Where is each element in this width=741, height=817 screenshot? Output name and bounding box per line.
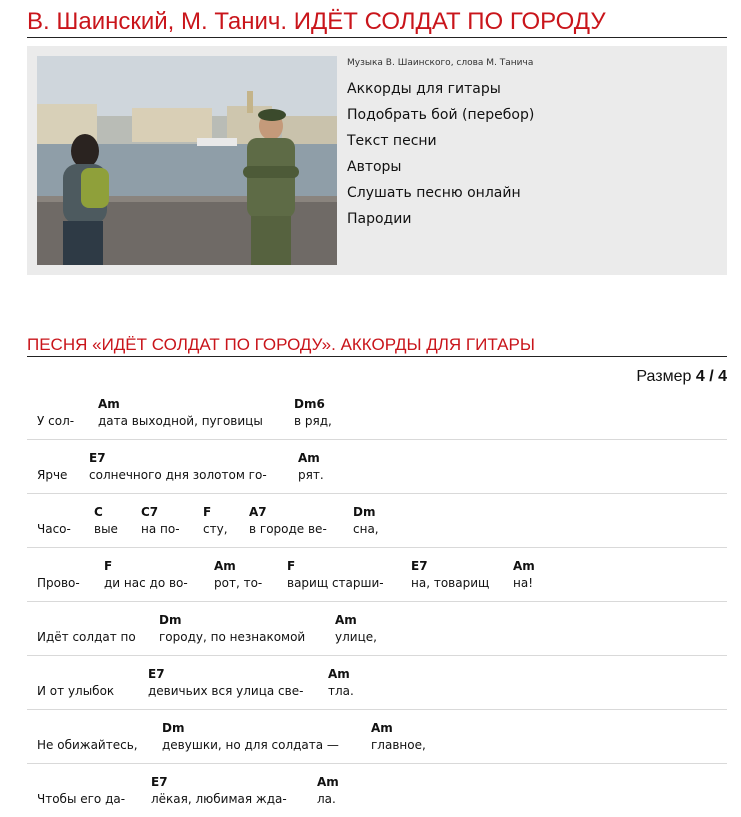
lyric-text: сна, xyxy=(353,522,379,536)
page-title: В. Шаинский, М. Танич. ИДЁТ СОЛДАТ ПО ГОРОДУ xyxy=(27,7,727,38)
lyric-text: солнечного дня золотом го- xyxy=(89,468,267,482)
soldier-photo-illustration xyxy=(37,56,337,265)
lyric-line xyxy=(27,656,727,710)
nav-lyrics-link[interactable]: Текст песни xyxy=(347,133,437,149)
lyric-text: главное, xyxy=(371,738,426,752)
chord-label[interactable]: E7 xyxy=(411,559,428,573)
lyric-text: Ярче xyxy=(37,468,68,482)
chord-label[interactable]: Dm xyxy=(162,721,185,735)
chord-label[interactable]: Dm xyxy=(159,613,182,627)
chord-label[interactable]: Am xyxy=(98,397,120,411)
nav-authors-link[interactable]: Авторы xyxy=(347,159,402,175)
chord-label[interactable]: F xyxy=(104,559,113,573)
lyric-text: лёкая, любимая жда- xyxy=(151,792,287,806)
chord-label[interactable]: A7 xyxy=(249,505,267,519)
chord-label[interactable]: Dm xyxy=(353,505,376,519)
chord-label[interactable]: Dm6 xyxy=(294,397,325,411)
nav-strumming-link[interactable]: Подобрать бой (перебор) xyxy=(347,107,535,123)
lyric-text: И от улыбок xyxy=(37,684,115,698)
song-info-box xyxy=(27,46,727,275)
lyric-text: на! xyxy=(513,576,534,590)
chord-lyrics xyxy=(27,386,727,817)
chord-label[interactable]: E7 xyxy=(89,451,106,465)
lyric-text: на по- xyxy=(141,522,180,536)
lyric-text: Не обижайтесь, xyxy=(37,738,138,752)
lyric-line xyxy=(27,386,727,440)
lyric-text: вые xyxy=(94,522,118,536)
lyric-text: Прово- xyxy=(37,576,80,590)
chord-label[interactable]: C7 xyxy=(141,505,159,519)
chord-label[interactable]: E7 xyxy=(148,667,165,681)
lyric-text: девичьих вся улица све- xyxy=(148,684,304,698)
time-signature-label: Размер xyxy=(636,368,692,385)
nav-chords-link[interactable]: Аккорды для гитары xyxy=(347,81,501,97)
chord-label[interactable]: Am xyxy=(298,451,320,465)
song-photo xyxy=(37,56,337,265)
lyric-text: рот, то- xyxy=(214,576,263,590)
chord-label[interactable]: E7 xyxy=(151,775,168,789)
lyric-text: Чтобы его да- xyxy=(37,792,126,806)
nav-listen-link[interactable]: Слушать песню онлайн xyxy=(347,185,521,201)
lyric-text: варищ старши- xyxy=(287,576,384,590)
lyric-text: рят. xyxy=(298,468,324,482)
lyric-text: улице, xyxy=(335,630,377,644)
chord-label[interactable]: Am xyxy=(317,775,339,789)
chord-label[interactable]: F xyxy=(287,559,296,573)
nav-parodies-link[interactable]: Пародии xyxy=(347,211,412,227)
lyric-text: Часо- xyxy=(37,522,71,536)
lyric-text: в ряд, xyxy=(294,414,332,428)
chord-label[interactable]: Am xyxy=(328,667,350,681)
lyric-text: на, товарищ xyxy=(411,576,490,590)
lyric-text: ди нас до во- xyxy=(104,576,188,590)
lyric-line xyxy=(27,494,727,548)
lyric-text: дата выходной, пуговицы xyxy=(98,414,263,428)
lyric-line xyxy=(27,440,727,494)
time-signature xyxy=(636,368,727,386)
chord-label[interactable]: Am xyxy=(214,559,236,573)
lyric-text: сту, xyxy=(203,522,228,536)
lyric-line xyxy=(27,710,727,764)
time-signature-value: 4 / 4 xyxy=(695,368,727,385)
lyric-text: тла. xyxy=(328,684,354,698)
lyric-line xyxy=(27,548,727,602)
lyric-text: девушки, но для солдата — xyxy=(162,738,339,752)
lyric-text: городу, по незнакомой xyxy=(159,630,306,644)
lyric-line xyxy=(27,602,727,656)
chord-label[interactable]: F xyxy=(203,505,212,519)
lyric-text: ла. xyxy=(317,792,336,806)
lyric-text: У сол- xyxy=(37,414,75,428)
lyric-text: Идёт солдат по xyxy=(37,630,136,644)
chord-label[interactable]: Am xyxy=(371,721,393,735)
song-credits: Музыка В. Шаинского, слова М. Танича xyxy=(347,58,534,68)
lyric-line xyxy=(27,764,727,817)
section-title: ПЕСНЯ «ИДЁТ СОЛДАТ ПО ГОРОДУ». АККОРДЫ ДЛЯ ГИТАРЫ xyxy=(27,334,727,357)
chord-label[interactable]: C xyxy=(94,505,103,519)
song-nav-menu xyxy=(347,76,534,232)
lyric-text: в городе ве- xyxy=(249,522,327,536)
chord-label[interactable]: Am xyxy=(335,613,357,627)
chord-label[interactable]: Am xyxy=(513,559,535,573)
